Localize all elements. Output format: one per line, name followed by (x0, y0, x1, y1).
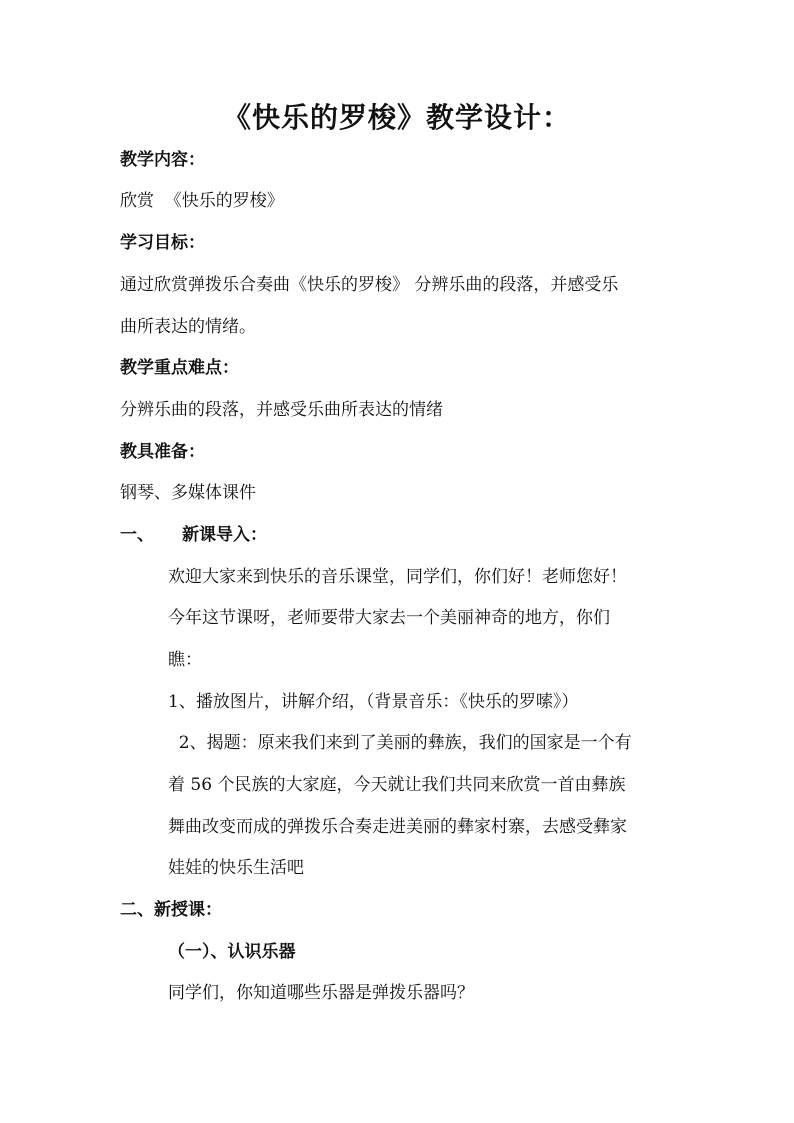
goal-text-line1: 通过欣赏弹拨乐合奏曲《快乐的罗梭》 分辨乐曲的段落，并感受乐 (120, 275, 619, 295)
content-heading: 教学内容： (120, 150, 205, 170)
part1-paragraph-line3: 瞧： (168, 650, 202, 670)
part1-number: 一、 (120, 525, 154, 545)
content-text: 欣赏 《快乐的罗梭》 (120, 191, 284, 211)
part1-item2-line1: 2、揭题：原来我们来到了美丽的彝族，我们的国家是一个有 (168, 733, 632, 753)
part1-item2-line3: 舞曲改变而成的弹拨乐合奏走进美丽的彝家村寨，去感受彝家 (168, 817, 627, 837)
part2-heading: 二、新授课： (120, 900, 222, 920)
part1-paragraph-line1: 欢迎大家来到快乐的音乐课堂，同学们，你们好！老师您好！ (168, 567, 627, 587)
tools-heading: 教具准备： (120, 442, 205, 462)
part1-heading-row (120, 521, 267, 549)
keypoint-text: 分辨乐曲的段落，并感受乐曲所表达的情绪 (120, 400, 443, 420)
part1-item2-line4: 娃娃的快乐生活吧 (168, 858, 304, 878)
part2-text: 同学们，你知道哪些乐器是弹拨乐器吗？ (168, 983, 474, 1003)
part1-heading: 新课导入： (182, 525, 267, 545)
part1-paragraph-line2: 今年这节课呀，老师要带大家去一个美丽神奇的地方，你们 (168, 608, 610, 628)
goal-text-line2: 曲所表达的情绪。 (120, 317, 256, 337)
part1-item2-line2: 着 56 个民族的大家庭，今天就让我们共同来欣赏一首由彝族 (168, 775, 626, 795)
tools-text: 钢琴、多媒体课件 (120, 483, 256, 503)
goal-heading: 学习目标： (120, 233, 205, 253)
document-title: 《快乐的罗梭》教学设计： (222, 101, 571, 134)
part2-sub-heading: （一）、认识乐器 (168, 942, 296, 962)
keypoint-heading: 教学重点难点： (120, 358, 239, 378)
part1-item1: 1、播放图片，讲解介绍，（背景音乐：《快乐的罗嗦》） (168, 692, 579, 712)
